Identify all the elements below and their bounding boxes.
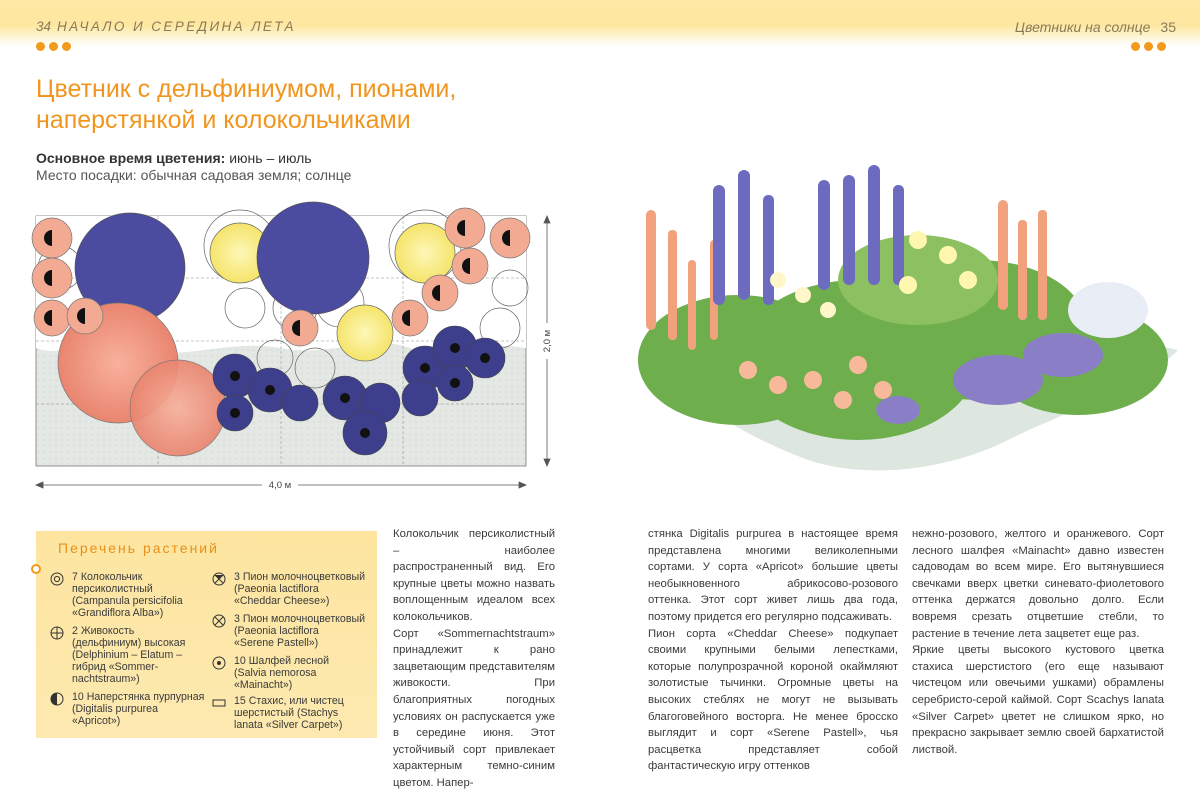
paragraph: нежно-розового, желтого и оранжевого. Сорт лесного шалфея «Mainacht» давно известен садоводам во всем мире. Его вытянувшиеся свечками вверх цветки синевато-фиолетового оттенка держатся довольно долго. Если вовремя срезать отцветшие стебли, то растение в течение лета зацветет еще раз. xyxy=(912,528,1164,640)
plan-width-label: 4,0 м xyxy=(268,480,292,491)
decor-dot xyxy=(49,42,58,51)
left-running-head xyxy=(36,19,296,34)
planting-site: Место посадки: обычная садовая земля; солнце xyxy=(36,167,352,183)
campanula-clump xyxy=(1068,282,1148,338)
plant-item-line: nachtstraum») xyxy=(72,673,140,685)
bloom-value: июнь – июль xyxy=(225,150,312,166)
plant-item-line: (Paeonia lactiflora xyxy=(234,583,319,595)
plant-item-line: (дельфиниум) высокая xyxy=(72,637,186,649)
title-line-1: Цветник с дельфиниумом, пионами, xyxy=(36,75,457,103)
delphinium-symbol-icon xyxy=(50,626,64,640)
paragraph: Колокольчик персиколистный – наиболее распространенный вид. Его крупные цветы можно назвать воплощенным идеалом всех колокольчиков. xyxy=(393,528,555,623)
plant-item-line: 15 Стахис, или чистец xyxy=(234,695,344,707)
bloom-label: Основное время цветения: xyxy=(36,150,226,166)
plant-item-line: (Delphinium – Elatum – xyxy=(72,649,183,661)
left-decor-dots xyxy=(36,42,71,51)
left-running-title: НАЧАЛО И СЕРЕДИНА ЛЕТА xyxy=(57,19,296,34)
stachys-symbol-icon xyxy=(212,696,226,710)
planting-plan-diagram xyxy=(30,198,560,498)
text-column-3 xyxy=(912,526,1164,758)
paragraph: стянка Digitalis purpurea в настоящее время представлена многими великолепными сортами. У сорта «Apricot» большие цветы необыкновенного абрикосово-розового оттенка. Этот сорт живет лишь два года, поэтому придется его регулярно подсаживать. xyxy=(648,528,898,623)
decor-dot xyxy=(1157,42,1166,51)
plant-item-line: 10 Наперстянка пурпурная xyxy=(72,691,205,703)
title-line-2: наперстянкой и колокольчиками xyxy=(36,106,411,134)
plant-item-line: гибрид «Sommer- xyxy=(72,661,159,673)
left-page-number: 34 xyxy=(36,19,52,34)
decor-dot xyxy=(1144,42,1153,51)
plant-list-box xyxy=(36,531,377,738)
garden-illustration xyxy=(618,160,1188,500)
plant-item-line: (Salvia nemorosa xyxy=(234,667,317,679)
page-title xyxy=(36,74,496,136)
peony-serene-symbol-icon xyxy=(212,614,226,628)
paragraph: Яркие цветы высокого кустового цветка стахиса шерстистого (его еще называют чистецом или овечьими ушками) обрамлены серебристо-серой каймой. Сорт Scachys lanata «Silver Carpet» цветет не слишком ярко, но прекрасно закрывает землю своей бархатистой листвой. xyxy=(912,644,1164,756)
right-decor-dots xyxy=(1131,42,1166,51)
digitalis-symbol-icon xyxy=(50,692,64,706)
plant-item-line: 3 Пион молочноцветковый xyxy=(234,613,365,625)
salvia-symbol-icon xyxy=(212,656,226,670)
plant-item-line: 2 Живокость xyxy=(72,625,135,637)
page-header xyxy=(0,0,1200,46)
list-marker-dot xyxy=(31,564,41,574)
text-column-1 xyxy=(393,526,555,791)
plant-item-line: (Paeonia lactiflora xyxy=(234,625,319,637)
plant-item-line: 3 Пион молочноцветковый xyxy=(234,571,365,583)
peony-cheddar-symbol-icon xyxy=(212,572,226,586)
plant-item-line: «Mainacht») xyxy=(234,679,293,691)
paragraph: Пион сорта «Cheddar Cheese» подкупает своими крупными белыми лепестками, которые полупрозрачной короной окаймляют золотистые тычинки. Огромные цветы на высоких стеблях не могут не вызывать благоговейного восторга. Не менее бросско выглядит и сорт «Serene Pastell», чья расцветка представляет собой фантастическую игру оттенков xyxy=(648,627,898,773)
plant-list-heading: Перечень растений xyxy=(58,540,219,556)
right-running-head xyxy=(1015,19,1176,35)
plant-item-line: персиколистный xyxy=(72,583,153,595)
plant-item-line: 7 Колокольчик xyxy=(72,571,143,583)
plant-item-line: «Apricot») xyxy=(72,715,121,727)
right-page-number: 35 xyxy=(1160,19,1176,35)
plant-item-line: «Serene Pastell») xyxy=(234,637,319,649)
plant-item-line: 10 Шалфей лесной xyxy=(234,655,330,667)
campanula-symbol-icon xyxy=(50,572,64,586)
right-running-title: Цветники на солнце xyxy=(1014,19,1151,35)
delphinium-spikes xyxy=(713,165,904,305)
plant-item-line: lanata «Silver Carpet») xyxy=(234,719,343,731)
decor-dot xyxy=(62,42,71,51)
paragraph: Сорт «Sommernachtstraum» принадлежит к рано зацветающим представителям живокости. При благоприятных погодных условиях он распускается уже в середине июня. Этот устойчивый сорт привлекает характерным темно-синим цветом. Напер- xyxy=(393,627,555,789)
plant-item-line: «Grandiflora Alba») xyxy=(72,607,164,619)
plant-item-line: шерстистый (Stachys xyxy=(234,707,339,719)
plant-item-line: (Digitalis purpurea xyxy=(72,703,158,715)
decor-dot xyxy=(36,42,45,51)
plant-item-line: «Cheddar Cheese») xyxy=(234,595,330,607)
bloom-time xyxy=(36,150,312,167)
decor-dot xyxy=(1131,42,1140,51)
plant-item-line: (Campanula persicifolia xyxy=(72,595,183,607)
plan-height-label: 2,0 м xyxy=(542,329,553,353)
text-column-2 xyxy=(648,526,898,775)
